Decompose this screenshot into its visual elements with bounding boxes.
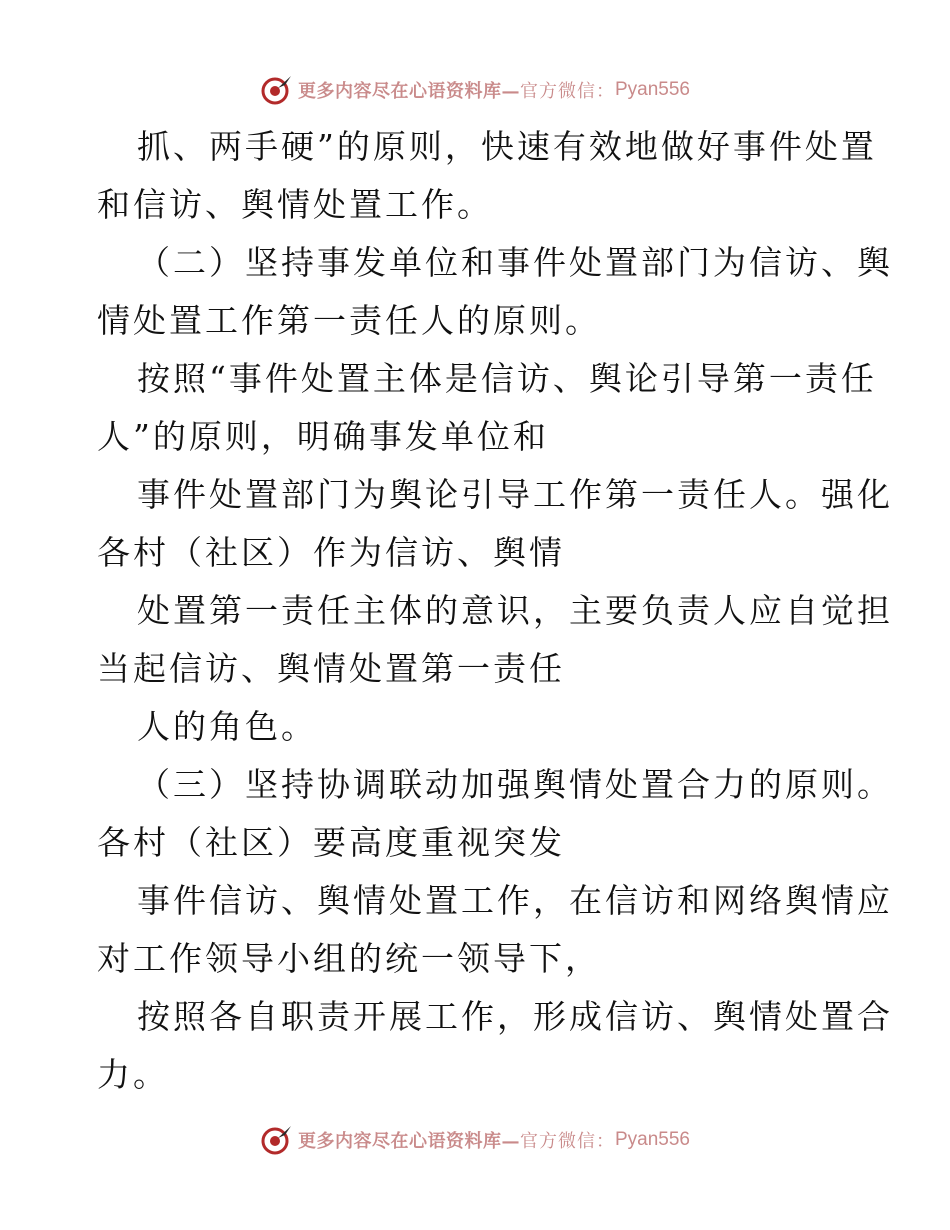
text-line: 情处置工作第一责任人的原则。	[97, 301, 601, 340]
quill-logo-icon	[260, 1123, 294, 1157]
quill-logo-icon	[260, 73, 294, 107]
banner-wechat-id: Pyan556	[614, 79, 690, 100]
banner-wechat-label: 官方微信：	[519, 81, 615, 102]
banner-text: 更多内容尽在心语资料库—	[297, 81, 520, 102]
footer-watermark-banner	[0, 1120, 950, 1160]
text-line: （三）坚持协调联动加强舆情处置合力的原则。	[137, 765, 893, 804]
text-line: 人”的原则，明确事发单位和	[97, 417, 549, 456]
header-watermark-banner	[0, 70, 950, 110]
text-line: 人的角色。	[137, 707, 317, 746]
text-line: 各村（社区）作为信访、舆情	[97, 533, 565, 572]
text-line: 事件信访、舆情处置工作，在信访和网络舆情应	[137, 881, 893, 920]
banner-text: 更多内容尽在心语资料库—	[297, 1131, 520, 1152]
text-line: （二）坚持事发单位和事件处置部门为信访、舆	[137, 243, 893, 282]
banner-wechat-label: 官方微信：	[519, 1131, 615, 1152]
text-line: 处置第一责任主体的意识，主要负责人应自觉担	[137, 591, 893, 630]
text-line: 和信访、舆情处置工作。	[97, 185, 493, 224]
text-line: 力。	[97, 1055, 169, 1094]
text-line: 按照各自职责开展工作，形成信访、舆情处置合	[137, 997, 893, 1036]
text-line: 抓、两手硬”的原则，快速有效地做好事件处置	[137, 127, 877, 166]
document-body	[97, 118, 893, 1104]
text-line: 事件处置部门为舆论引导工作第一责任人。强化	[137, 475, 893, 514]
banner-wechat-id: Pyan556	[614, 1129, 690, 1150]
text-line: 对工作领导小组的统一领导下，	[97, 939, 601, 978]
text-line: 按照“事件处置主体是信访、舆论引导第一责任	[137, 359, 877, 398]
text-line: 当起信访、舆情处置第一责任	[97, 649, 565, 688]
text-line: 各村（社区）要高度重视突发	[97, 823, 565, 862]
